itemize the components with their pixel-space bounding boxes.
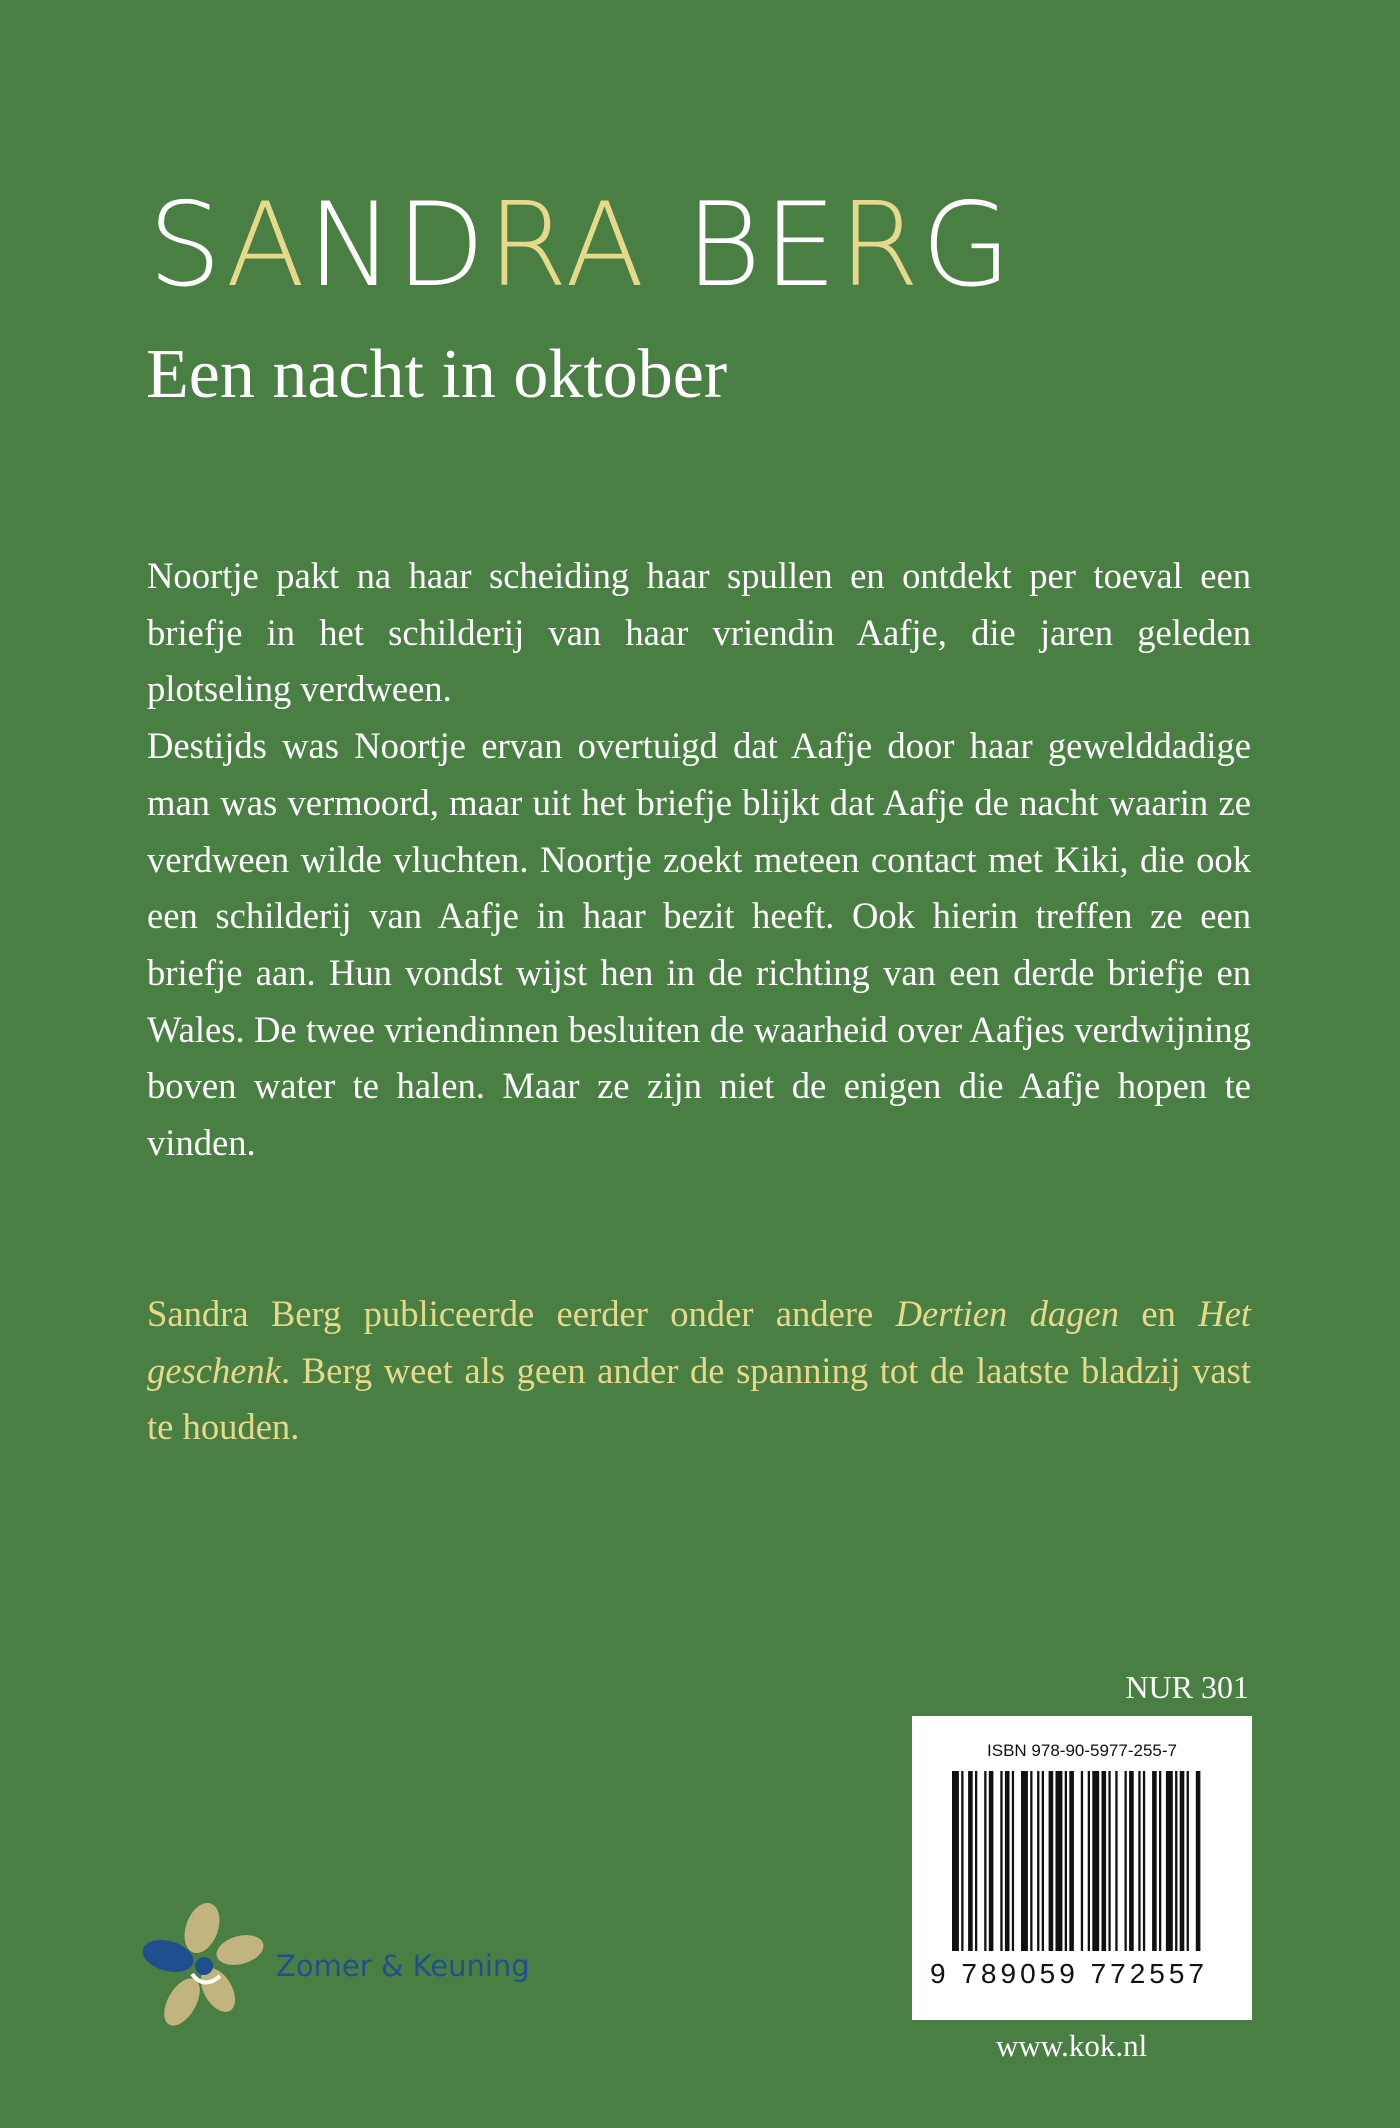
author-part: G bbox=[921, 178, 1014, 313]
barcode-bar bbox=[1069, 1771, 1074, 1951]
barcode-bar bbox=[1037, 1771, 1039, 1951]
barcode-bar bbox=[1115, 1771, 1117, 1951]
author-part-highlight: RA bbox=[487, 178, 647, 313]
barcode-bar bbox=[1108, 1771, 1110, 1951]
barcode-bar bbox=[961, 1771, 963, 1951]
barcode-bar bbox=[1196, 1771, 1201, 1951]
barcode-bar bbox=[1065, 1771, 1067, 1951]
blurb bbox=[147, 548, 1251, 1172]
barcode-bar bbox=[1012, 1771, 1014, 1951]
barcode-bar bbox=[952, 1771, 959, 1951]
barcode-bar bbox=[1102, 1771, 1107, 1951]
bio-text: . Berg weet als geen ander de spanning tot de laatste bladzij vast te houden. bbox=[147, 1349, 1251, 1448]
author-part: S bbox=[148, 178, 226, 313]
barcode bbox=[952, 1771, 1212, 1961]
author-bio bbox=[147, 1286, 1251, 1456]
author-part-highlight: A bbox=[225, 178, 308, 313]
flower-icon bbox=[140, 1898, 270, 2038]
barcode-bar bbox=[1159, 1771, 1161, 1951]
barcode-bar bbox=[968, 1771, 973, 1951]
barcode-bar bbox=[1056, 1771, 1063, 1951]
barcode-bar bbox=[1081, 1771, 1083, 1951]
publisher-name: Zomer & Keuning bbox=[276, 1949, 530, 1983]
bio-book-title: Het geschenk bbox=[147, 1293, 1251, 1391]
barcode-bar bbox=[1138, 1771, 1140, 1951]
barcode-bar bbox=[1175, 1771, 1177, 1951]
barcode-bar bbox=[1000, 1771, 1002, 1951]
author-part: BE bbox=[646, 178, 839, 313]
author-name bbox=[148, 178, 1014, 313]
barcode-bar bbox=[1088, 1771, 1090, 1951]
barcode-bar bbox=[1166, 1771, 1173, 1951]
bio-book-title: Dertien dagen bbox=[895, 1293, 1120, 1334]
barcode-bar bbox=[1180, 1771, 1185, 1951]
barcode-bar bbox=[1125, 1771, 1127, 1951]
barcode-bar bbox=[975, 1771, 977, 1951]
barcode-bar bbox=[1129, 1771, 1134, 1951]
barcode-bar bbox=[1152, 1771, 1157, 1951]
publisher-logo bbox=[140, 1898, 540, 2038]
barcode-bar bbox=[1021, 1771, 1028, 1951]
isbn-label: ISBN 978-90-5977-255-7 bbox=[987, 1741, 1177, 1760]
book-title: Een nacht in oktober bbox=[146, 336, 728, 413]
publisher-url[interactable]: www.kok.nl bbox=[996, 2028, 1148, 2063]
barcode-box bbox=[912, 1716, 1252, 2020]
barcode-bar bbox=[989, 1771, 994, 1951]
blurb-paragraph: Destijds was Noortje ervan overtuigd dat Aafje door haar gewelddadige man was vermoord, maar uit het briefje blijkt dat Aafje de nacht waarin ze verdween wilde vluchten. Noortje zoekt meteen contact met Kiki, die ook een schilderij van Aafje in haar bezit heeft. Ook hierin treffen ze een briefje aan. Hun vondst wijst hen in de richting van een derde briefje en Wales. De twee vriendinnen besluiten de waarheid over Aafjes verdwijning boven water te halen. Maar ze zijn niet de enigen die Aafje hopen te vinden. bbox=[147, 725, 1251, 1164]
author-part: ND bbox=[307, 178, 488, 313]
barcode-bar bbox=[1143, 1771, 1145, 1951]
barcode-bar bbox=[1042, 1771, 1044, 1951]
barcode-bar bbox=[1187, 1771, 1189, 1951]
barcode-bar bbox=[1049, 1771, 1054, 1951]
barcode-bar bbox=[984, 1771, 986, 1951]
bio-text: en bbox=[1119, 1293, 1199, 1334]
bio-text: Sandra Berg publiceerde eerder onder andere bbox=[147, 1293, 896, 1334]
barcode-bar bbox=[1030, 1771, 1032, 1951]
ean-number: 9 789059 772557 bbox=[930, 1958, 1208, 1989]
barcode-bar bbox=[1092, 1771, 1099, 1951]
barcode-bar bbox=[1005, 1771, 1010, 1951]
author-part-highlight: R bbox=[838, 178, 922, 313]
blurb-paragraph: Noortje pakt na haar scheiding haar spullen en ontdekt per toeval een briefje in het schilderij van haar vriendin Aafje, die jaren geleden plotseling verdween. bbox=[147, 555, 1251, 710]
nur-code: NUR 301 bbox=[1125, 1669, 1249, 1705]
